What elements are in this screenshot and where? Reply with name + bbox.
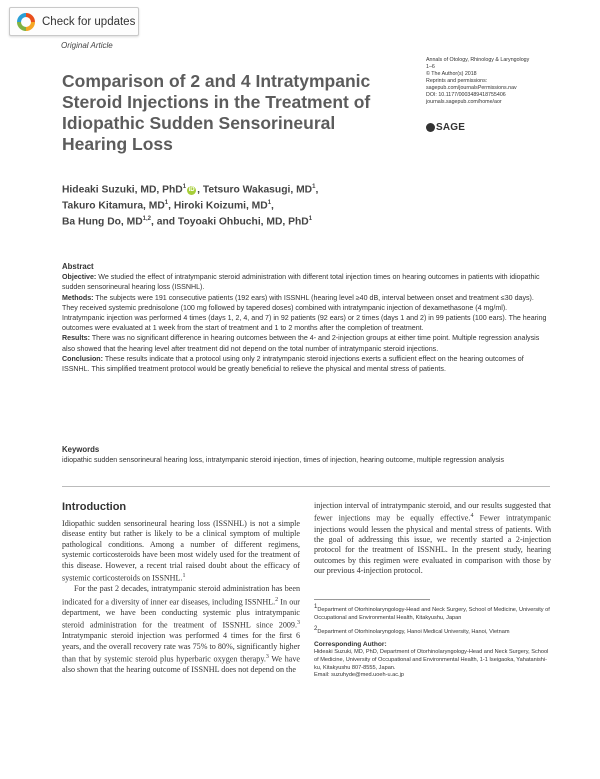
body-text: For the past 2 decades, intratympanic steroid administration has been indicated for a diversity of inner ear diseases, including ISSNHL.	[62, 584, 300, 607]
journal-pages: 1–6	[426, 64, 435, 70]
body-paragraph	[62, 584, 300, 675]
footnote-rule	[314, 599, 430, 600]
keywords	[62, 445, 550, 465]
body-text: injection interval of intratympanic steroid, and our results suggested that fewer injections may be equally effective.	[314, 501, 551, 524]
body-text: Intratympanic steroid injection was performed 4 times for the first 6 years, and the overall recovery rate was 75% to 80%, significantly higher than that by systemic steroid plus hyperbaric oxygen therapy.	[62, 631, 300, 664]
check-for-updates-button[interactable]	[9, 7, 139, 36]
affiliation-marker: 1	[308, 215, 313, 222]
affiliation-marker: 1	[182, 184, 187, 190]
sage-logo-icon	[426, 123, 435, 132]
sage-logo	[426, 122, 465, 133]
body-column-right	[314, 501, 551, 577]
check-for-updates-icon	[15, 11, 37, 33]
abstract-objective	[62, 272, 550, 292]
affiliation-text: Department of Otorhinolaryngology, Hanoi Medical University, Hanoi, Vietnam	[317, 629, 510, 636]
reprints-link[interactable]: sagepub.com/journalsPermissions.nav	[426, 85, 517, 91]
author-name: Ba Hung Do, MD	[62, 216, 143, 228]
body-paragraph	[314, 501, 551, 577]
affiliation-marker: 1	[267, 199, 272, 206]
abstract	[62, 262, 550, 374]
results-text: There was no significant difference in hearing outcomes between the 4- and 2-injection groups at either time point. Multiple regression analysis also showed that the hearing level after treatment did not depend on the total number of intratympanic steroid injections.	[62, 334, 540, 353]
orcid-icon[interactable]: iD	[188, 187, 195, 194]
author-name: Toyoaki Ohbuchi, MD, PhD	[177, 216, 309, 228]
journal-meta	[426, 57, 586, 106]
methods-text: The subjects were 191 consecutive patients (192 ears) with ISSNHL (hearing level ≥40 dB, interval between onset and treatment ≤30 days). They received systemic prednisolone (100 mg followed by tapered doses) combined with intratympanic injection of dexamethasone (4 mg/ml). Intratympanic injection was performed 4 times (days 1, 2, 4, and 7) in 92 patients (92 ears) or 2 times (days 1 and 2) in 99 patients (100 ears). The hearing outcomes were evaluated at 1 week from the start of treatment and 1 to 2 months after the completion of treatment.	[62, 293, 547, 333]
journal-name: Annals of Otology, Rhinology & Laryngology	[426, 57, 530, 63]
author-conjunction: and	[156, 216, 176, 228]
affiliations	[314, 604, 550, 684]
introduction-heading: Introduction	[62, 501, 127, 513]
methods-label: Methods:	[62, 293, 94, 302]
author-name: Hideaki Suzuki, MD, PhD	[62, 184, 183, 196]
copyright: © The Author(s) 2018	[426, 71, 477, 77]
conclusion-label: Conclusion:	[62, 354, 103, 363]
body-paragraph	[62, 519, 300, 584]
author-name: Takuro Kitamura, MD	[62, 200, 165, 212]
affiliation-marker: 1	[312, 184, 316, 190]
body-text: Fewer intratympanic injections would lessen the physical and mental stress of patients. With the goal of addressing this issue, we recently started a 2-injection protocol for the treatment of ISSNHL. In the present study, hearing outcomes by this regimen were evaluated in comparison with those by our previous 4-injection protocol.	[314, 514, 551, 576]
publisher-name: SAGE	[436, 122, 466, 133]
abstract-results	[62, 333, 550, 353]
body-column-left	[62, 519, 300, 675]
corresponding-author-heading: Corresponding Author:	[314, 641, 387, 649]
citation-marker: 4	[470, 513, 474, 520]
author-list: Hideaki Suzuki, MD, PhD$^1$iD , Tetsuro Wakasugi, $MD^1$, Takuro Kitamura, $MD^1$, Hiroki Koizumi, $MD^1$, Ba Hung Do, MD$^{1,2}$, and Toyoaki Ohbuchi, MD, PhD$^1$	[62, 184, 319, 228]
citation-marker: 1	[182, 573, 186, 580]
author-name: Tetsuro Wakasugi, MD	[202, 184, 313, 196]
article-type: Original Article	[61, 41, 113, 50]
affiliation-marker: 1,2	[142, 215, 151, 222]
abstract-heading: Abstract	[62, 262, 94, 271]
results-label: Results:	[62, 334, 90, 343]
keywords-heading: Keywords	[62, 445, 100, 454]
check-for-updates-label: Check for updates	[42, 15, 136, 28]
section-divider	[62, 486, 550, 487]
paper-title: Comparison of 2 and 4 Intratympanic Steroid Injections in the Treatment of Idiopathic Sudden Sensorineural Hearing Loss	[62, 71, 371, 154]
abstract-conclusion	[62, 354, 550, 374]
citation-marker: 3	[297, 620, 300, 627]
author-name: Hiroki Koizumi, MD	[173, 200, 268, 212]
citation-marker: 2	[275, 596, 279, 603]
journal-link[interactable]: journals.sagepub.com/home/aor	[426, 99, 502, 105]
objective-label: Objective:	[62, 273, 97, 282]
affiliation-1	[314, 604, 550, 622]
doi[interactable]: DOI: 10.1177/0003489418755406	[426, 92, 506, 98]
affiliation-2	[314, 626, 550, 637]
affiliation-marker: 1	[314, 604, 318, 610]
keywords-text: idiopathic sudden sensorineural hearing loss, intratympanic steroid injection, times of injection, hearing outcome, multiple regression analysis	[62, 456, 505, 465]
body-text: In our department, we have been conducting systemic plus intratympanic steroid administration for the treatment of ISSNHL since 2009.	[62, 597, 300, 630]
affiliation-marker: 2	[314, 626, 318, 633]
affiliation-marker: 1	[164, 199, 169, 206]
body-text: We have also shown that the hearing outcome of ISSNHL does not depend on the	[62, 654, 300, 675]
affiliation-text: Department of Otorhinolaryngology-Head and Neck Surgery, School of Medicine, University of Occupational and Environmental Health, Kitakyushu, Japan	[314, 606, 550, 621]
reprints-label: Reprints and permissions:	[426, 78, 488, 84]
conclusion-text: These results indicate that a protocol using only 2 intratympanic steroid injections exerts a sufficient effect on the hearing outcomes of ISSNHL. This simplified treatment protocol would be greatly beneficial to relieve the physical and mental stress of patients.	[62, 354, 524, 374]
body-text: Idiopathic sudden sensorineural hearing loss (ISSNHL) is not a simple disease entity but rather is likely to be a clinical symptom of multiple pathological conditions. Among a number of different regimens, systemic corticosteroids have been most widely used for the treatment of this disease. However, a recent trial raised doubt about the efficacy of systemic corticosteroids on ISSNHL.	[62, 519, 300, 583]
abstract-methods	[62, 293, 550, 334]
corresponding-email[interactable]: Email: suzuhyde@med.uoeh-u.ac.jp	[314, 672, 404, 679]
corresponding-author	[314, 641, 550, 680]
citation-marker: 3	[265, 653, 269, 660]
corresponding-author-text: Hideaki Suzuki, MD, PhD, Department of Otorhinolaryngology-Head and Neck Surgery, School of Medicine, University of Occupational and Environmental Health, 1-1 Iseigaoka, Yahatanishi-ku, Kitakyushu 807-8555, Japan.	[314, 648, 549, 671]
objective-text: We studied the effect of intratympanic steroid administration with different total injection times on hearing outcomes in patients with idiopathic sudden sensorineural hearing loss (ISSNHL).	[62, 273, 540, 292]
